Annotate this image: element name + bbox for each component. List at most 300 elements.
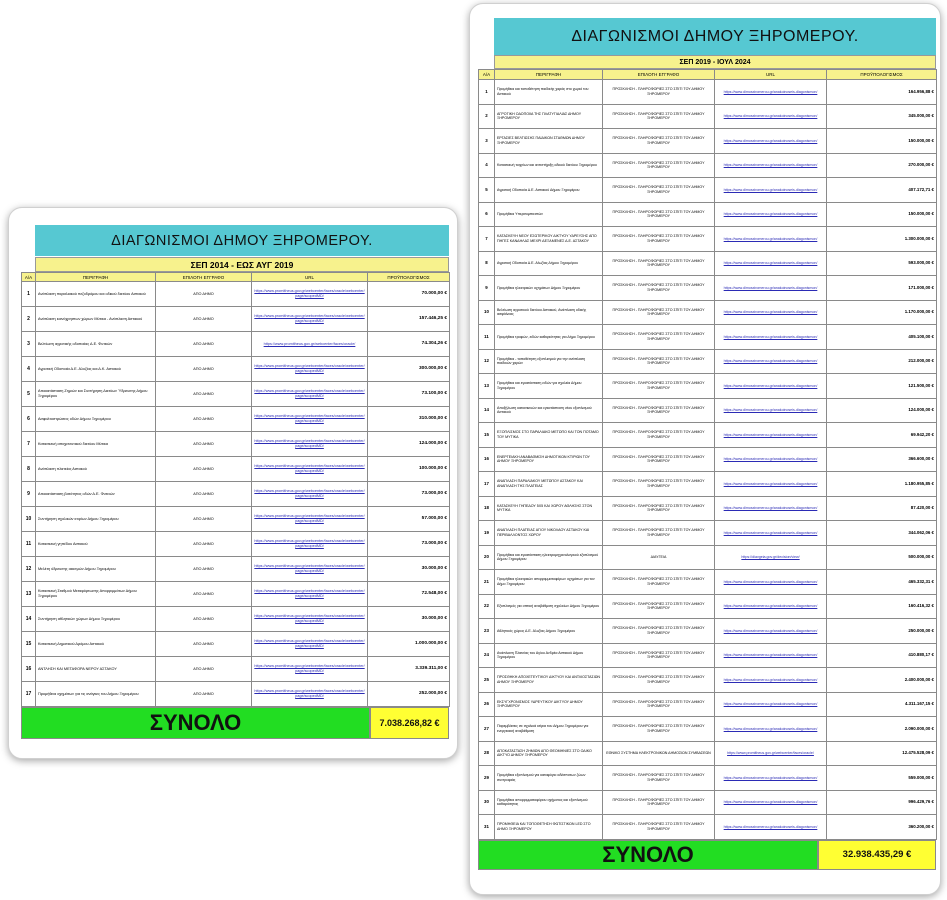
row-url-link[interactable]: https://www.dimosxiromerou.gr/anakoinoseis-diagonismon/ [715,374,827,399]
row-budget: 160.416,32 € [827,594,937,619]
row-description: Προμήθεια και εγκατάσταση ειδών για σχολεία Δήμου Ξηρομέρου [495,374,603,399]
row-description: Εξοπλισμός για οπτική αναβάθμιση σχολείων Δήμου Ξηρομέρου [495,594,603,619]
row-method: ΑΠΟ ΔΗΜΟ [156,657,252,682]
row-description: Ανάπλαση πλατείας Αστακού [36,457,156,482]
row-budget: 12.475.528,09 € [827,741,937,766]
row-number: 31 [479,815,495,840]
row-description: Προμήθεια εξοπλισμού για καταφύγιο αδέσποτων ζώων συντροφιάς [495,766,603,791]
row-method: ΑΠΟ ΔΗΜΟ [156,307,252,332]
row-description: Ασφαλτοστρώσεις οδών Δήμου Ξηρομέρου [36,407,156,432]
row-number: 30 [479,790,495,815]
row-description: Αγροτική Οδοποιία Δ.Ε. Αστακού Δήμου Ξηρομέρου [495,178,603,203]
row-budget: 73.000,00 € [368,482,450,507]
row-budget: 150.000,00 € [827,129,937,154]
row-method: ΠΡΟΣΚΛΗΣΗ - ΠΛΗΡΟΦΟΡΙΕΣ ΣΤΟ ΣΠΙΤΙ ΤΟΥ ΔΗΜΟΥ ΞΗΡΟΜΕΡΟΥ [603,178,715,203]
table-header-row [22,273,450,282]
row-budget: 252.000,00 € [368,682,450,707]
row-url-link[interactable]: https://www.promitheus.gov.gr/webcenter/faces/oracle/webcenter/page/scopedMD/ [252,532,368,557]
row-budget: 150.000,00 € [827,202,937,227]
period-label: ΣΕΠ 2019 - ΙΟΥΛ 2024 [494,55,936,69]
row-description: Συντήρηση σχολικών κτιρίων Δήμου Ξηρομέρου [36,507,156,532]
row-budget: 73.100,00 € [368,382,450,407]
table-row [479,276,937,301]
row-description: Μελέτη ύδρευσης οικισμών Δήμου Ξηρομέρου [36,557,156,582]
table-row [479,619,937,644]
row-number: 11 [22,532,36,557]
row-number: 13 [22,582,36,607]
row-budget: 30.000,00 € [368,557,450,582]
row-url-link[interactable]: https://www.dimosxiromerou.gr/anakoinoseis-diagonismon/ [715,325,827,350]
row-number: 1 [479,80,495,105]
row-number: 10 [22,507,36,532]
row-description: Κατασκευή γηπέδου Αστακού [36,532,156,557]
row-budget: 30.000,00 € [368,607,450,632]
row-url-link[interactable]: https://www.promitheus.gov.gr/webcenter/faces/oracle/webcenter/page/scopedMD/ [252,457,368,482]
row-url-link[interactable]: https://www.dimosxiromerou.gr/anakoinoseis-diagonismon/ [715,447,827,472]
row-method: ΑΠΟ ΔΗΜΟ [156,457,252,482]
row-budget: 2.400.000,00 € [827,668,937,693]
row-method: ΑΠΟ ΔΗΜΟ [156,557,252,582]
table-row [479,545,937,570]
header-aa: Α/Α [22,273,36,282]
header-method: ΕΠΙΛΟΓΗ ΕΓΓΡΑΦΟ [603,70,715,80]
row-budget: 500.000,00 € [827,545,937,570]
row-description: ΚΑΤΑΣΚΕΥΗ ΝΕΟΥ ΕΣΩΤΕΡΙΚΟΥ ΔΙΚΤΥΟΥ ΥΔΡΕΥΣΗΣ ΑΠΟ ΠΗΓΕΣ ΚΑΝΔΗΛΑΣ ΜΕΧΡΙ ΔΕΞΑΜΕΝΕΣ Δ.Ε. ΑΣΤΑΚΟΥ [495,227,603,252]
row-number: 5 [22,382,36,407]
row-url-link[interactable]: https://www.promitheus.gov.gr/webcenter/faces/oracle/ [252,332,368,357]
row-url-link[interactable]: https://www.promitheus.gov.gr/webcenter/faces/oracle/webcenter/page/scopedMD/ [252,582,368,607]
row-budget: 250.000,00 € [827,619,937,644]
table-row [22,407,450,432]
row-description: Προμήθεια τροφών, ειδών καθαριότητας για Δήμο Ξηρομέρου [495,325,603,350]
row-method: ΠΡΟΣΚΛΗΣΗ - ΠΛΗΡΟΦΟΡΙΕΣ ΣΤΟ ΣΠΙΤΙ ΤΟΥ ΔΗΜΟΥ ΞΗΡΟΜΕΡΟΥ [603,129,715,154]
row-description: Ανάπλαση κοινόχρηστων χώρων Μύτικα - Ανάπλαση Αστακού [36,307,156,332]
table-row [22,307,450,332]
row-url-link[interactable]: https://www.dimosxiromerou.gr/anakoinoseis-diagonismon/ [715,300,827,325]
row-number: 3 [22,332,36,357]
row-description: ΕΝΕΡΓΕΙΑΚΗ ΑΝΑΒΑΘΜΙΣΗ ΔΗΜΟΤΙΚΩΝ ΚΤΙΡΙΩΝ ΤΟΥ ΔΗΜΟΥ ΞΗΡΟΜΕΡΟΥ [495,447,603,472]
row-number: 6 [22,407,36,432]
table-row [479,472,937,497]
row-budget: 1.170.000,00 € [827,300,937,325]
row-number: 7 [479,227,495,252]
row-description: Προμήθεια και τοποθέτηση παιδικής χαράς στο χωριό του Αστακού [495,80,603,105]
row-number: 2 [22,307,36,332]
row-number: 9 [22,482,36,507]
row-description: Ανάπλαση Πλατείας του Αγίου Ανδρέα Αστακού Δήμου Ξηρομέρου [495,643,603,668]
row-budget: 366.600,00 € [827,447,937,472]
row-url-link[interactable]: https://www.dimosxiromerou.gr/anakoinoseis-diagonismon/ [715,472,827,497]
table-row [479,594,937,619]
table-row [22,282,450,307]
header-description: ΠΕΡΙΓΡΑΦΗ [36,273,156,282]
row-method: ΠΡΟΣΚΛΗΣΗ - ΠΛΗΡΟΦΟΡΙΕΣ ΣΤΟ ΣΠΙΤΙ ΤΟΥ ΔΗΜΟΥ ΞΗΡΟΜΕΡΟΥ [603,398,715,423]
row-number: 12 [479,349,495,374]
row-budget: 360.200,00 € [827,815,937,840]
row-method: ΑΠΟ ΔΗΜΟ [156,532,252,557]
row-method: ΑΠΟ ΔΗΜΟ [156,282,252,307]
row-budget: 1.000.000,00 € [368,632,450,657]
row-number: 11 [479,325,495,350]
row-method: ΑΠΟ ΔΗΜΟ [156,607,252,632]
row-budget: 87.420,00 € [827,496,937,521]
row-method: ΠΡΟΣΚΛΗΣΗ - ΠΛΗΡΟΦΟΡΙΕΣ ΣΤΟ ΣΠΙΤΙ ΤΟΥ ΔΗΜΟΥ ΞΗΡΟΜΕΡΟΥ [603,643,715,668]
row-description: Προμήθεια ηλεκτρικών οχημάτων Δήμου Ξηρομέρου [495,276,603,301]
row-number: 27 [479,717,495,742]
row-url-link[interactable]: https://www.dimosxiromerou.gr/anakoinoseis-diagonismon/ [715,276,827,301]
row-url-link[interactable]: https://www.dimosxiromerou.gr/anakoinoseis-diagonismon/ [715,790,827,815]
total-value: 7.038.268,82 € [370,707,449,739]
row-url-link[interactable]: https://www.dimosxiromerou.gr/anakoinoseis-diagonismon/ [715,178,827,203]
row-budget: 465.332,31 € [827,570,937,595]
row-description: ΑΓΡΟΤΙΚΗ ΟΔΟΠΟΙΙΑ ΤΗΣ ΠΛΑΤΥΓΙΑΛΙΑΣ ΔΗΜΟΥ ΞΗΡΟΜΕΡΟΥ [495,104,603,129]
row-description: ΠΡΟΣΘΗΚΗ ΑΠΟΧΕΤΕΥΤΙΚΟΥ ΔΙΚΤΥΟΥ ΚΑΙ ΑΝΤΛΙΟΣΤΑΣΙΩΝ ΔΗΜΟΥ ΞΗΡΟΜΕΡΟΥ [495,668,603,693]
row-number: 15 [479,423,495,448]
row-url-link[interactable]: https://www.promitheus.gov.gr/webcenter/faces/oracle/webcenter/page/scopedMD/ [252,632,368,657]
row-url-link[interactable]: https://www.dimosxiromerou.gr/anakoinoseis-diagonismon/ [715,80,827,105]
row-number: 23 [479,619,495,644]
row-budget: 69.942,20 € [827,423,937,448]
row-url-link[interactable]: https://www.dimosxiromerou.gr/anakoinoseis-diagonismon/ [715,129,827,154]
row-number: 8 [479,251,495,276]
table-row [479,741,937,766]
row-url-link[interactable]: https://www.promitheus.gov.gr/webcenter/faces/oracle/webcenter/page/scopedMD/ [252,657,368,682]
row-budget: 164.956,88 € [827,80,937,105]
row-url-link[interactable]: https://www.dimosxiromerou.gr/anakoinoseis-diagonismon/ [715,717,827,742]
table-row [22,682,450,707]
table-row [479,643,937,668]
row-description: Προμήθεια ηλεκτρικών απορριμματοφόρων οχημάτων για τον Δήμο Ξηρομέρου [495,570,603,595]
row-number: 21 [479,570,495,595]
row-budget: 4.311.167,15 € [827,692,937,717]
row-method: ΠΡΟΣΚΛΗΣΗ - ΠΛΗΡΟΦΟΡΙΕΣ ΣΤΟ ΣΠΙΤΙ ΤΟΥ ΔΗΜΟΥ ΞΗΡΟΜΕΡΟΥ [603,374,715,399]
row-url-link[interactable]: https://www.dimosxiromerou.gr/anakoinoseis-diagonismon/ [715,668,827,693]
row-method: ΑΠΟ ΔΗΜΟ [156,332,252,357]
header-url: URL [715,70,827,80]
panel-2014-2019 [8,207,458,759]
row-budget: 124.000,00 € [368,432,450,457]
table-row [22,482,450,507]
row-number: 1 [22,282,36,307]
table-row [479,790,937,815]
table-row [479,423,937,448]
table-row [479,251,937,276]
row-method: ΕΘΝΙΚΟ ΣΥΣΤΗΜΑ ΗΛΕΚΤΡΟΝΙΚΩΝ ΔΗΜΟΣΙΩΝ ΣΥΜΒΑΣΕΩΝ [603,741,715,766]
row-url-link[interactable]: https://www.promitheus.gov.gr/webcenter/faces/oracle/webcenter/page/scopedMD/ [252,607,368,632]
row-method: ΑΠΟ ΔΗΜΟ [156,632,252,657]
table-row [479,521,937,546]
row-budget: 2.090.000,00 € [827,717,937,742]
table-row [479,374,937,399]
row-url-link[interactable]: https://www.dimosxiromerou.gr/anakoinoseis-diagonismon/ [715,423,827,448]
row-url-link[interactable]: https://www.dimosxiromerou.gr/anakoinoseis-diagonismon/ [715,251,827,276]
row-method: ΔΙΑΥΓΕΙΑ [603,545,715,570]
row-description: Βελτίωση αγροτικής οδοποιίας Δ.Ε. Φυτειών [36,332,156,357]
row-number: 8 [22,457,36,482]
row-method: ΠΡΟΣΚΛΗΣΗ - ΠΛΗΡΟΦΟΡΙΕΣ ΣΤΟ ΣΠΙΤΙ ΤΟΥ ΔΗΜΟΥ ΞΗΡΟΜΕΡΟΥ [603,570,715,595]
row-description: ΑΠΟΚΑΤΑΣΤΑΣΗ ΖΗΜΙΩΝ ΑΠΟ ΘΕΟΜΗΝΙΕΣ ΣΤΟ ΟΔΙΚΟ ΔΙΚΤΥΟ ΔΗΜΟΥ ΞΗΡΟΜΕΡΟΥ [495,741,603,766]
total-row [21,707,449,739]
row-number: 4 [22,357,36,382]
row-description: Προμήθεια απορριμματοφόρου οχήματος και εξοπλισμού καθαριότητας [495,790,603,815]
header-description: ΠΕΡΙΓΡΑΦΗ [495,70,603,80]
row-budget: 310.000,00 € [368,407,450,432]
row-number: 16 [22,657,36,682]
row-url-link[interactable]: https://www.dimosxiromerou.gr/anakoinoseis-diagonismon/ [715,815,827,840]
header-method: ΕΠΙΛΟΓΗ ΕΓΓΡΑΦΟ [156,273,252,282]
row-url-link[interactable]: https://www.dimosxiromerou.gr/anakoinoseis-diagonismon/ [715,227,827,252]
row-description: Κατασκευή Σταθμού Μεταφόρτωσης Απορριμμάτων Δήμου Ξηρομέρου [36,582,156,607]
table-row [22,607,450,632]
row-description: Αγροτική Οδοποιία Δ.Ε. Αλυζίας και Δ.Κ. Αστακού [36,357,156,382]
total-label: ΣΥΝΟΛΟ [478,840,818,870]
table-row [479,496,937,521]
row-number: 14 [479,398,495,423]
table-row [479,300,937,325]
row-method: ΑΠΟ ΔΗΜΟ [156,507,252,532]
row-budget: 1.300.000,00 € [827,227,937,252]
row-url-link[interactable]: https://www.dimosxiromerou.gr/anakoinoseis-diagonismon/ [715,153,827,178]
row-url-link[interactable]: https://www.dimosxiromerou.gr/anakoinoseis-diagonismon/ [715,496,827,521]
row-method: ΠΡΟΣΚΛΗΣΗ - ΠΛΗΡΟΦΟΡΙΕΣ ΣΤΟ ΣΠΙΤΙ ΤΟΥ ΔΗΜΟΥ ΞΗΡΟΜΕΡΟΥ [603,300,715,325]
table-row [22,382,450,407]
row-budget: 270.000,00 € [827,153,937,178]
row-description: Κατασκευή αποχετευτικού δικτύου Μύτικα [36,432,156,457]
row-budget: 57.000,00 € [368,507,450,532]
row-number: 7 [22,432,36,457]
row-method: ΠΡΟΣΚΛΗΣΗ - ΠΛΗΡΟΦΟΡΙΕΣ ΣΤΟ ΣΠΙΤΙ ΤΟΥ ΔΗΜΟΥ ΞΗΡΟΜΕΡΟΥ [603,790,715,815]
table-row [479,668,937,693]
row-method: ΠΡΟΣΚΛΗΣΗ - ΠΛΗΡΟΦΟΡΙΕΣ ΣΤΟ ΣΠΙΤΙ ΤΟΥ ΔΗΜΟΥ ΞΗΡΟΜΕΡΟΥ [603,692,715,717]
row-number: 4 [479,153,495,178]
row-url-link[interactable]: https://www.promitheus.gov.gr/webcenter/faces/oracle/webcenter/page/scopedMD/ [252,507,368,532]
header-url: URL [252,273,368,282]
row-budget: 73.000,00 € [368,532,450,557]
row-description: Κατασκευή Δημοτικού Δρόμου Αστακού [36,632,156,657]
table-row [479,129,937,154]
row-budget: 300.000,00 € [368,357,450,382]
header-aa: Α/Α [479,70,495,80]
row-description: Προμήθεια - τοποθέτηση εξοπλισμού για την ανάπλαση παιδικών χαρών [495,349,603,374]
row-description: Αθλητικός χώρος Δ.Ε. Αλυζίας Δήμου Ξηρομέρου [495,619,603,644]
table-row [479,717,937,742]
row-number: 25 [479,668,495,693]
row-method: ΑΠΟ ΔΗΜΟ [156,382,252,407]
row-url-link[interactable]: https://www.dimosxiromerou.gr/anakoinoseis-diagonismon/ [715,521,827,546]
row-description: Αγροτική Οδοποιία Δ.Ε. Αλυζίας Δήμου Ξηρομέρου [495,251,603,276]
table-row [479,202,937,227]
row-description: ΕΡΓΑΣΙΕΣ ΒΕΛΤΙΩΣΗΣ ΠΑΙΔΙΚΩΝ ΣΤΑΘΜΩΝ ΔΗΜΟΥ ΞΗΡΟΜΕΡΟΥ [495,129,603,154]
tenders-table [478,69,937,840]
row-number: 20 [479,545,495,570]
row-number: 15 [22,632,36,657]
table-row [479,349,937,374]
row-number: 28 [479,741,495,766]
row-budget: 121.500,00 € [827,374,937,399]
row-description: ΑΝΑΠΛΑΣΗ ΠΑΡΑΛΙΑΚΟΥ ΜΕΤΩΠΟΥ ΑΣΤΑΚΟΥ ΚΑΙ ΑΝΑΠΛΑΣΗ ΤΗΣ ΠΛΑΤΕΙΑΣ [495,472,603,497]
row-method: ΠΡΟΣΚΛΗΣΗ - ΠΛΗΡΟΦΟΡΙΕΣ ΣΤΟ ΣΠΙΤΙ ΤΟΥ ΔΗΜΟΥ ΞΗΡΟΜΕΡΟΥ [603,423,715,448]
row-budget: 344.062,06 € [827,521,937,546]
row-budget: 74.304,26 € [368,332,450,357]
row-method: ΠΡΟΣΚΛΗΣΗ - ΠΛΗΡΟΦΟΡΙΕΣ ΣΤΟ ΣΠΙΤΙ ΤΟΥ ΔΗΜΟΥ ΞΗΡΟΜΕΡΟΥ [603,104,715,129]
row-url-link[interactable]: https://www.dimosxiromerou.gr/anakoinoseis-diagonismon/ [715,766,827,791]
row-method: ΠΡΟΣΚΛΗΣΗ - ΠΛΗΡΟΦΟΡΙΕΣ ΣΤΟ ΣΠΙΤΙ ΤΟΥ ΔΗΜΟΥ ΞΗΡΟΜΕΡΟΥ [603,619,715,644]
row-method: ΠΡΟΣΚΛΗΣΗ - ΠΛΗΡΟΦΟΡΙΕΣ ΣΤΟ ΣΠΙΤΙ ΤΟΥ ΔΗΜΟΥ ΞΗΡΟΜΕΡΟΥ [603,153,715,178]
row-url-link[interactable]: https://www.promitheus.gov.gr/webcenter/faces/oracle/webcenter/page/scopedMD/ [252,357,368,382]
row-budget: 157.446,25 € [368,307,450,332]
row-number: 14 [22,607,36,632]
row-number: 12 [22,557,36,582]
row-url-link[interactable]: https://www.dimosxiromerou.gr/anakoinoseis-diagonismon/ [715,398,827,423]
row-method: ΑΠΟ ΔΗΜΟ [156,407,252,432]
row-description: Προμήθεια οχημάτων για τις ανάγκες του Δήμου Ξηρομέρου [36,682,156,707]
row-method: ΠΡΟΣΚΛΗΣΗ - ΠΛΗΡΟΦΟΡΙΕΣ ΣΤΟ ΣΠΙΤΙ ΤΟΥ ΔΗΜΟΥ ΞΗΡΟΜΕΡΟΥ [603,325,715,350]
table-row [479,325,937,350]
table-row [22,582,450,607]
row-url-link[interactable]: https://www.dimosxiromerou.gr/anakoinoseis-diagonismon/ [715,619,827,644]
table-row [479,398,937,423]
table-row [479,447,937,472]
row-budget: 3.339.311,00 € [368,657,450,682]
row-url-link[interactable]: https://www.promitheus.gov.gr/webcenter/faces/oracle/ [715,741,827,766]
row-method: ΠΡΟΣΚΛΗΣΗ - ΠΛΗΡΟΦΟΡΙΕΣ ΣΤΟ ΣΠΙΤΙ ΤΟΥ ΔΗΜΟΥ ΞΗΡΟΜΕΡΟΥ [603,227,715,252]
row-method: ΠΡΟΣΚΛΗΣΗ - ΠΛΗΡΟΦΟΡΙΕΣ ΣΤΟ ΣΠΙΤΙ ΤΟΥ ΔΗΜΟΥ ΞΗΡΟΜΕΡΟΥ [603,472,715,497]
row-budget: 345.000,00 € [827,104,937,129]
row-method: ΠΡΟΣΚΛΗΣΗ - ΠΛΗΡΟΦΟΡΙΕΣ ΣΤΟ ΣΠΙΤΙ ΤΟΥ ΔΗΜΟΥ ΞΗΡΟΜΕΡΟΥ [603,594,715,619]
row-budget: 1.180.955,85 € [827,472,937,497]
row-url-link[interactable]: https://www.dimosxiromerou.gr/anakoinoseis-diagonismon/ [715,692,827,717]
row-description: Κατασκευή τοιχείων και αντιστήριξη οδικού δικτύου Ξηρομέρου [495,153,603,178]
table-row [479,80,937,105]
table-row [479,766,937,791]
table-row [479,570,937,595]
row-url-link[interactable]: https://www.promitheus.gov.gr/webcenter/faces/oracle/webcenter/page/scopedMD/ [252,682,368,707]
header-budget: ΠΡΟΫΠΟΛΟΓΙΣΜΟΣ [827,70,937,80]
tenders-sheet [21,257,449,739]
row-number: 17 [479,472,495,497]
row-method: ΠΡΟΣΚΛΗΣΗ - ΠΛΗΡΟΦΟΡΙΕΣ ΣΤΟ ΣΠΙΤΙ ΤΟΥ ΔΗΜΟΥ ΞΗΡΟΜΕΡΟΥ [603,668,715,693]
row-url-link[interactable]: https://diavgeia.gov.gr/decision/view/ [715,545,827,570]
row-number: 9 [479,276,495,301]
row-description: ΚΑΤΑΣΚΕΥΗ ΓΗΠΕΔΟΥ 5Χ5 ΚΑΙ ΧΩΡΟΥ ΑΘΛΗΣΗΣ ΣΤΟΝ ΜΥΤΙΚΑ [495,496,603,521]
row-method: ΠΡΟΣΚΛΗΣΗ - ΠΛΗΡΟΦΟΡΙΕΣ ΣΤΟ ΣΠΙΤΙ ΤΟΥ ΔΗΜΟΥ ΞΗΡΟΜΕΡΟΥ [603,80,715,105]
row-description: ΠΡΟΜΗΘΕΙΑ ΚΑΙ ΤΟΠΟΘΕΤΗΣΗ ΦΩΤΙΣΤΙΚΩΝ LED ΣΤΟ ΔΗΜΟ ΞΗΡΟΜΕΡΟΥ [495,815,603,840]
table-row [22,357,450,382]
row-method: ΑΠΟ ΔΗΜΟ [156,357,252,382]
tenders-sheet [478,55,936,870]
row-budget: 559.000,00 € [827,766,937,791]
row-description: Προμήθεια και εγκατάσταση ηλεκτρομηχανολογικού εξοπλισμού Δήμου Ξηρομέρου [495,545,603,570]
total-row [478,840,936,870]
table-row [479,153,937,178]
table-row [22,332,450,357]
row-budget: 72.548,00 € [368,582,450,607]
table-row [479,815,937,840]
row-url-link[interactable]: https://www.dimosxiromerou.gr/anakoinoseis-diagonismon/ [715,594,827,619]
table-row [479,227,937,252]
table-row [22,557,450,582]
row-method: ΠΡΟΣΚΛΗΣΗ - ΠΛΗΡΟΦΟΡΙΕΣ ΣΤΟ ΣΠΙΤΙ ΤΟΥ ΔΗΜΟΥ ΞΗΡΟΜΕΡΟΥ [603,717,715,742]
row-url-link[interactable]: https://www.promitheus.gov.gr/webcenter/faces/oracle/webcenter/page/scopedMD/ [252,557,368,582]
row-description: Αποκατάσταση Ζημιών και Συντήρηση Δικτύων Ύδρευσης Δήμου Ξηρομέρου [36,382,156,407]
row-budget: 593.000,00 € [827,251,937,276]
row-method: ΠΡΟΣΚΛΗΣΗ - ΠΛΗΡΟΦΟΡΙΕΣ ΣΤΟ ΣΠΙΤΙ ΤΟΥ ΔΗΜΟΥ ΞΗΡΟΜΕΡΟΥ [603,202,715,227]
row-number: 13 [479,374,495,399]
row-number: 5 [479,178,495,203]
table-row [479,104,937,129]
row-url-link[interactable]: https://www.dimosxiromerou.gr/anakoinoseis-diagonismon/ [715,202,827,227]
row-number: 19 [479,521,495,546]
row-method: ΑΠΟ ΔΗΜΟ [156,432,252,457]
table-row [22,657,450,682]
row-description: Αποκατάσταση βατότητας οδών Δ.Ε. Φυτειών [36,482,156,507]
header-budget: ΠΡΟΫΠΟΛΟΓΙΣΜΟΣ [368,273,450,282]
row-url-link[interactable]: https://www.dimosxiromerou.gr/anakoinoseis-diagonismon/ [715,349,827,374]
row-number: 29 [479,766,495,791]
table-row [22,632,450,657]
row-description: ΑΝΑΠΛΑΣΗ ΠΛΑΤΕΙΑΣ ΑΓΙΟΥ ΝΙΚΟΛΑΟΥ ΑΣΤΑΚΟΥ ΚΑΙ ΠΕΡΙΒΑΛΛΟΝΤΟΣ ΧΩΡΟΥ [495,521,603,546]
total-label: ΣΥΝΟΛΟ [21,707,370,739]
row-budget: 996.429,76 € [827,790,937,815]
row-number: 3 [479,129,495,154]
row-method: ΠΡΟΣΚΛΗΣΗ - ΠΛΗΡΟΦΟΡΙΕΣ ΣΤΟ ΣΠΙΤΙ ΤΟΥ ΔΗΜΟΥ ΞΗΡΟΜΕΡΟΥ [603,447,715,472]
row-description: Αποξήλωση κατασκευών και εγκατάσταση νέου εξοπλισμού Αστακού [495,398,603,423]
row-method: ΠΡΟΣΚΛΗΣΗ - ΠΛΗΡΟΦΟΡΙΕΣ ΣΤΟ ΣΠΙΤΙ ΤΟΥ ΔΗΜΟΥ ΞΗΡΟΜΕΡΟΥ [603,251,715,276]
row-budget: 407.172,71 € [827,178,937,203]
row-description: Παρεμβάσεις σε σχολικά κτίρια του Δήμου Ξηρομέρου για ενεργειακή αναβάθμιση [495,717,603,742]
row-description: Ανάπλαση παραλιακού πεζοδρόμου και οδικού δικτύου Αστακού [36,282,156,307]
row-number: 24 [479,643,495,668]
row-url-link[interactable]: https://www.promitheus.gov.gr/webcenter/faces/oracle/webcenter/page/scopedMD/ [252,282,368,307]
tenders-table [21,272,450,707]
row-url-link[interactable]: https://www.promitheus.gov.gr/webcenter/faces/oracle/webcenter/page/scopedMD/ [252,382,368,407]
period-label: ΣΕΠ 2014 - ΕΩΣ ΑΥΓ 2019 [35,257,449,272]
row-number: 18 [479,496,495,521]
row-method: ΠΡΟΣΚΛΗΣΗ - ΠΛΗΡΟΦΟΡΙΕΣ ΣΤΟ ΣΠΙΤΙ ΤΟΥ ΔΗΜΟΥ ΞΗΡΟΜΕΡΟΥ [603,521,715,546]
row-number: 6 [479,202,495,227]
row-url-link[interactable]: https://www.promitheus.gov.gr/webcenter/faces/oracle/webcenter/page/scopedMD/ [252,307,368,332]
row-method: ΠΡΟΣΚΛΗΣΗ - ΠΛΗΡΟΦΟΡΙΕΣ ΣΤΟ ΣΠΙΤΙ ΤΟΥ ΔΗΜΟΥ ΞΗΡΟΜΕΡΟΥ [603,349,715,374]
row-url-link[interactable]: https://www.promitheus.gov.gr/webcenter/faces/oracle/webcenter/page/scopedMD/ [252,482,368,507]
panel-title: ΔΙΑΓΩΝΙΣΜΟΙ ΔΗΜΟΥ ΞΗΡΟΜΕΡΟΥ. [35,225,449,256]
row-budget: 70.000,00 € [368,282,450,307]
row-url-link[interactable]: https://www.promitheus.gov.gr/webcenter/faces/oracle/webcenter/page/scopedMD/ [252,407,368,432]
row-budget: 212.000,00 € [827,349,937,374]
row-url-link[interactable]: https://www.dimosxiromerou.gr/anakoinoseis-diagonismon/ [715,643,827,668]
row-description: Βελτίωση αγροτικού δικτύου Αστακού, Ανάπλαση οδικής ασφάλειας [495,300,603,325]
row-method: ΠΡΟΣΚΛΗΣΗ - ΠΛΗΡΟΦΟΡΙΕΣ ΣΤΟ ΣΠΙΤΙ ΤΟΥ ΔΗΜΟΥ ΞΗΡΟΜΕΡΟΥ [603,276,715,301]
table-row [22,532,450,557]
table-row [479,692,937,717]
row-budget: 410.880,17 € [827,643,937,668]
table-row [22,432,450,457]
row-method: ΠΡΟΣΚΛΗΣΗ - ΠΛΗΡΟΦΟΡΙΕΣ ΣΤΟ ΣΠΙΤΙ ΤΟΥ ΔΗΜΟΥ ΞΗΡΟΜΕΡΟΥ [603,815,715,840]
row-url-link[interactable]: https://www.promitheus.gov.gr/webcenter/faces/oracle/webcenter/page/scopedMD/ [252,432,368,457]
table-header-row [479,70,937,80]
row-url-link[interactable]: https://www.dimosxiromerou.gr/anakoinoseis-diagonismon/ [715,104,827,129]
row-budget: 171.000,00 € [827,276,937,301]
row-description: ΕΚΣΥΓΧΡΟΝΙΣΜΟΣ ΥΔΡΕΥΤΙΚΟΥ ΔΙΚΤΥΟΥ ΔΗΜΟΥ ΞΗΡΟΜΕΡΟΥ [495,692,603,717]
row-budget: 124.000,00 € [827,398,937,423]
row-description: ΕΞΟΠΛΙΣΜΟΣ ΣΤΟ ΠΑΡΑΛΙΑΚΟ ΜΕΤΩΠΟ ΚΑΙ ΤΟΝ ΠΟΤΑΜΟ ΤΟΥ ΜΥΤΙΚΑ [495,423,603,448]
row-description: ΑΝΤΛΗΣΗ ΚΑΙ ΜΕΤΑΦΟΡΑ ΝΕΡΟΥ ΑΣΤΑΚΟΥ [36,657,156,682]
row-number: 17 [22,682,36,707]
row-number: 16 [479,447,495,472]
row-url-link[interactable]: https://www.dimosxiromerou.gr/anakoinoseis-diagonismon/ [715,570,827,595]
table-row [22,457,450,482]
table-row [479,178,937,203]
row-number: 22 [479,594,495,619]
